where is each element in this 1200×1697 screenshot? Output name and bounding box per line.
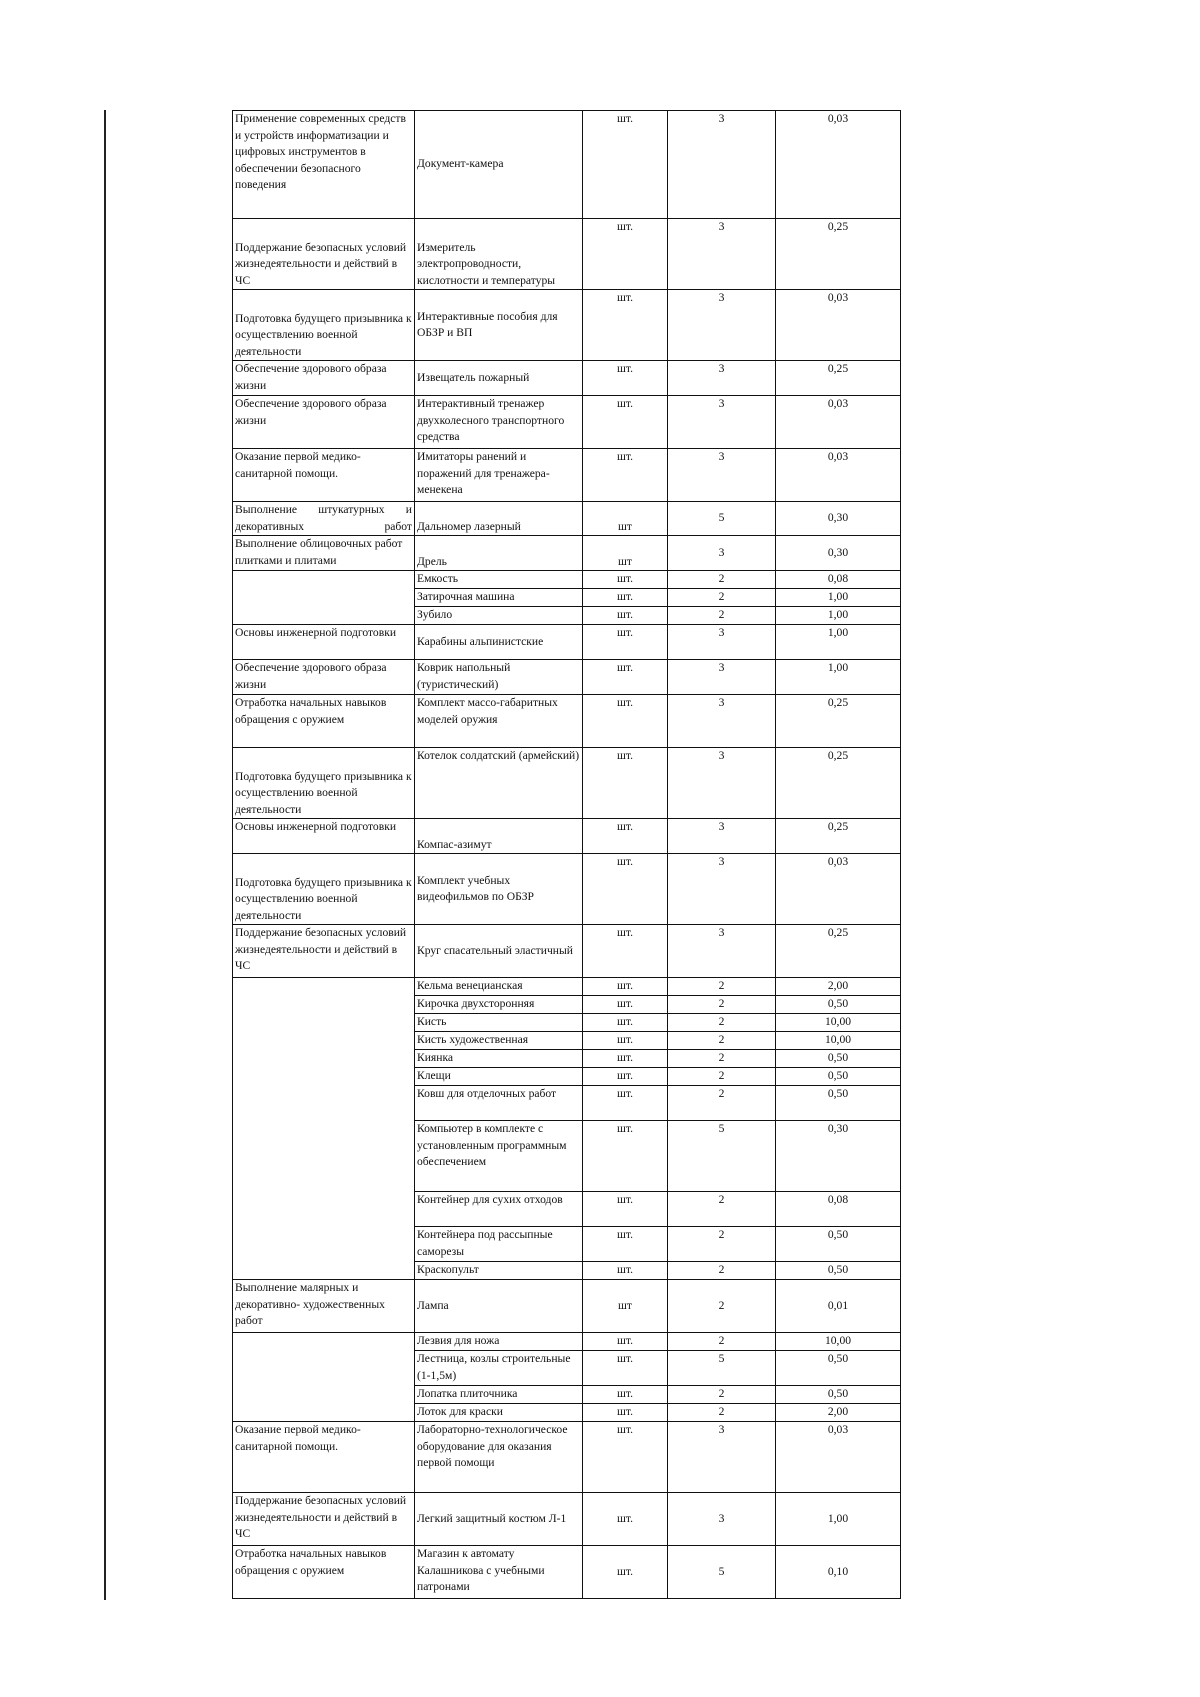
item-name-cell: Извещатель пожарный — [415, 361, 583, 396]
section-cell: Основы инженерной подготовки — [233, 625, 415, 660]
norm-cell: 0,03 — [776, 854, 901, 925]
quantity-cell: 3 — [668, 219, 776, 290]
section-cell: Отработка начальных навыков обращения с оружием — [233, 1546, 415, 1599]
section-cell: Оказание первой медико-санитарной помощи. — [233, 1422, 415, 1493]
item-name-cell: Коврик напольный (туристический) — [415, 660, 583, 695]
unit-cell: шт. — [583, 290, 668, 361]
norm-cell: 0,25 — [776, 925, 901, 978]
unit-cell: шт. — [583, 1493, 668, 1546]
quantity-cell: 3 — [668, 290, 776, 361]
item-name-cell: Лоток для краски — [415, 1404, 583, 1422]
item-name-cell: Интерактивные пособия для ОБЗР и ВП — [415, 290, 583, 361]
norm-cell: 0,08 — [776, 1192, 901, 1227]
section-cell: Подготовка будущего призывника к осуществлению военной деятельности — [233, 854, 415, 925]
norm-cell: 0,50 — [776, 1351, 901, 1386]
section-cell: Обеспечение здорового образа жизни — [233, 660, 415, 695]
unit-cell: шт — [583, 1280, 668, 1333]
section-cell: Подготовка будущего призывника к осуществлению военной деятельности — [233, 290, 415, 361]
unit-cell: шт. — [583, 1050, 668, 1068]
quantity-cell: 2 — [668, 1333, 776, 1351]
unit-cell: шт. — [583, 996, 668, 1014]
norm-cell: 0,25 — [776, 819, 901, 854]
table-row — [233, 571, 901, 589]
norm-cell: 1,00 — [776, 589, 901, 607]
item-name-cell: Комплект учебных видеофильмов по ОБЗР — [415, 854, 583, 925]
item-name-cell: Круг спасательный эластичный — [415, 925, 583, 978]
quantity-cell: 2 — [668, 1280, 776, 1333]
norm-cell: 10,00 — [776, 1333, 901, 1351]
norm-cell: 0,30 — [776, 502, 901, 536]
table-row — [233, 396, 901, 449]
quantity-cell: 2 — [668, 1014, 776, 1032]
item-name-cell: Зубило — [415, 607, 583, 625]
item-name-cell: Лестница, козлы строительные (1-1,5м) — [415, 1351, 583, 1386]
norm-cell: 1,00 — [776, 607, 901, 625]
norm-cell: 0,30 — [776, 536, 901, 571]
unit-cell: шт. — [583, 361, 668, 396]
unit-cell: шт. — [583, 571, 668, 589]
norm-cell: 0,50 — [776, 1386, 901, 1404]
equipment-table — [232, 110, 901, 1599]
norm-cell: 0,50 — [776, 1086, 901, 1121]
table-row — [233, 1422, 901, 1493]
norm-cell: 0,50 — [776, 1050, 901, 1068]
section-cell: Выполнение штукатурных и декоративных работ — [233, 502, 415, 536]
unit-cell: шт. — [583, 1032, 668, 1050]
unit-cell: шт — [583, 536, 668, 571]
quantity-cell: 3 — [668, 625, 776, 660]
norm-cell: 0,03 — [776, 396, 901, 449]
unit-cell: шт. — [583, 1014, 668, 1032]
norm-cell: 1,00 — [776, 625, 901, 660]
item-name-cell: Интерактивный тренажер двухколесного транспортного средства — [415, 396, 583, 449]
table-row — [233, 449, 901, 502]
norm-cell: 1,00 — [776, 1493, 901, 1546]
item-name-cell: Емкость — [415, 571, 583, 589]
unit-cell: шт — [583, 502, 668, 536]
norm-cell: 1,00 — [776, 660, 901, 695]
quantity-cell: 2 — [668, 978, 776, 996]
quantity-cell: 5 — [668, 502, 776, 536]
item-name-cell: Легкий защитный костюм Л-1 — [415, 1493, 583, 1546]
unit-cell: шт. — [583, 1192, 668, 1227]
quantity-cell: 2 — [668, 1227, 776, 1262]
item-name-cell: Лопатка плиточника — [415, 1386, 583, 1404]
quantity-cell: 2 — [668, 1192, 776, 1227]
unit-cell: шт. — [583, 978, 668, 996]
norm-cell: 0,50 — [776, 1068, 901, 1086]
quantity-cell: 2 — [668, 1386, 776, 1404]
item-name-cell: Киянка — [415, 1050, 583, 1068]
quantity-cell: 3 — [668, 695, 776, 748]
item-name-cell: Клещи — [415, 1068, 583, 1086]
item-name-cell: Дальномер лазерный — [415, 502, 583, 536]
table-row — [233, 748, 901, 819]
norm-cell: 0,25 — [776, 361, 901, 396]
section-cell: Поддержание безопасных условий жизнедеятельности и действий в ЧС — [233, 925, 415, 978]
section-cell: Выполнение малярных и декоративно- художественных работ — [233, 1280, 415, 1333]
unit-cell: шт. — [583, 449, 668, 502]
norm-cell: 0,50 — [776, 1227, 901, 1262]
table-row — [233, 625, 901, 660]
unit-cell: шт. — [583, 219, 668, 290]
norm-cell: 0,30 — [776, 1121, 901, 1192]
quantity-cell: 3 — [668, 361, 776, 396]
quantity-cell: 2 — [668, 1262, 776, 1280]
section-cell: Поддержание безопасных условий жизнедеятельности и действий в ЧС — [233, 219, 415, 290]
norm-cell: 2,00 — [776, 1404, 901, 1422]
item-name-cell: Затирочная машина — [415, 589, 583, 607]
norm-cell: 0,03 — [776, 111, 901, 219]
quantity-cell: 2 — [668, 589, 776, 607]
norm-cell: 0,01 — [776, 1280, 901, 1333]
quantity-cell: 3 — [668, 1422, 776, 1493]
item-name-cell: Компас-азимут — [415, 819, 583, 854]
table-row — [233, 660, 901, 695]
table-row — [233, 854, 901, 925]
quantity-cell: 3 — [668, 925, 776, 978]
norm-cell: 0,03 — [776, 290, 901, 361]
unit-cell: шт. — [583, 396, 668, 449]
item-name-cell: Компьютер в комплекте с установленным программным обеспечением — [415, 1121, 583, 1192]
unit-cell: шт. — [583, 1386, 668, 1404]
table-row — [233, 819, 901, 854]
section-cell: Основы инженерной подготовки — [233, 819, 415, 854]
section-cell-empty — [233, 978, 415, 1280]
quantity-cell: 2 — [668, 1404, 776, 1422]
item-name-cell: Магазин к автомату Калашникова с учебными патронами — [415, 1546, 583, 1599]
section-cell: Применение современных средств и устройств информатизации и цифровых инструментов в обеспечении безопасного поведения — [233, 111, 415, 219]
item-name-cell: Лезвия для ножа — [415, 1333, 583, 1351]
quantity-cell: 3 — [668, 396, 776, 449]
section-cell: Поддержание безопасных условий жизнедеятельности и действий в ЧС — [233, 1493, 415, 1546]
quantity-cell: 2 — [668, 1050, 776, 1068]
section-cell: Отработка начальных навыков обращения с оружием — [233, 695, 415, 748]
norm-cell: 0,08 — [776, 571, 901, 589]
section-cell: Обеспечение здорового образа жизни — [233, 396, 415, 449]
unit-cell: шт. — [583, 695, 668, 748]
table-row — [233, 1333, 901, 1351]
quantity-cell: 3 — [668, 536, 776, 571]
unit-cell: шт. — [583, 854, 668, 925]
quantity-cell: 5 — [668, 1121, 776, 1192]
quantity-cell: 2 — [668, 1086, 776, 1121]
table-row — [233, 978, 901, 996]
table-row — [233, 502, 901, 536]
section-cell: Подготовка будущего призывника к осуществлению военной деятельности — [233, 748, 415, 819]
item-name-cell: Имитаторы ранений и поражений для тренажера-менекена — [415, 449, 583, 502]
unit-cell: шт. — [583, 1121, 668, 1192]
unit-cell: шт. — [583, 625, 668, 660]
item-name-cell: Измеритель электропроводности, кислотности и температуры — [415, 219, 583, 290]
quantity-cell: 5 — [668, 1351, 776, 1386]
unit-cell: шт. — [583, 1404, 668, 1422]
item-name-cell: Лабораторно-технологическое оборудование для оказания первой помощи — [415, 1422, 583, 1493]
quantity-cell: 2 — [668, 571, 776, 589]
item-name-cell: Документ-камера — [415, 111, 583, 219]
norm-cell: 2,00 — [776, 978, 901, 996]
item-name-cell: Комплект массо-габаритных моделей оружия — [415, 695, 583, 748]
item-name-cell: Контейнер для сухих отходов — [415, 1192, 583, 1227]
norm-cell: 0,50 — [776, 1262, 901, 1280]
unit-cell: шт. — [583, 111, 668, 219]
table-row — [233, 695, 901, 748]
quantity-cell: 3 — [668, 449, 776, 502]
table-row — [233, 1493, 901, 1546]
table-row — [233, 361, 901, 396]
table-row — [233, 290, 901, 361]
unit-cell: шт. — [583, 589, 668, 607]
item-name-cell: Карабины альпинистские — [415, 625, 583, 660]
unit-cell: шт. — [583, 748, 668, 819]
quantity-cell: 3 — [668, 854, 776, 925]
norm-cell: 0,10 — [776, 1546, 901, 1599]
quantity-cell: 2 — [668, 1032, 776, 1050]
norm-cell: 0,25 — [776, 219, 901, 290]
table-row — [233, 1280, 901, 1333]
item-name-cell: Кисть — [415, 1014, 583, 1032]
unit-cell: шт. — [583, 1546, 668, 1599]
item-name-cell: Контейнера под рассыпные саморезы — [415, 1227, 583, 1262]
item-name-cell: Кирочка двухсторонняя — [415, 996, 583, 1014]
norm-cell: 0,25 — [776, 695, 901, 748]
unit-cell: шт. — [583, 1333, 668, 1351]
table-row — [233, 925, 901, 978]
quantity-cell: 3 — [668, 748, 776, 819]
section-cell-empty — [233, 571, 415, 625]
section-cell: Выполнение облицовочных работ плитками и плитами — [233, 536, 415, 571]
table-row — [233, 111, 901, 219]
unit-cell: шт. — [583, 819, 668, 854]
item-name-cell: Кельма венецианская — [415, 978, 583, 996]
section-cell: Обеспечение здорового образа жизни — [233, 361, 415, 396]
section-cell: Оказание первой медико-санитарной помощи. — [233, 449, 415, 502]
norm-cell: 0,03 — [776, 449, 901, 502]
quantity-cell: 2 — [668, 996, 776, 1014]
item-name-cell: Дрель — [415, 536, 583, 571]
unit-cell: шт. — [583, 1068, 668, 1086]
quantity-cell: 3 — [668, 819, 776, 854]
item-name-cell: Кисть художественная — [415, 1032, 583, 1050]
quantity-cell: 2 — [668, 607, 776, 625]
section-cell-empty — [233, 1333, 415, 1422]
norm-cell: 0,25 — [776, 748, 901, 819]
norm-cell: 0,03 — [776, 1422, 901, 1493]
quantity-cell: 5 — [668, 1546, 776, 1599]
page-margin-line — [104, 110, 106, 1600]
unit-cell: шт. — [583, 1086, 668, 1121]
unit-cell: шт. — [583, 925, 668, 978]
item-name-cell: Котелок солдатский (армейский) — [415, 748, 583, 819]
unit-cell: шт. — [583, 1351, 668, 1386]
table-row — [233, 1546, 901, 1599]
item-name-cell: Лампа — [415, 1280, 583, 1333]
unit-cell: шт. — [583, 1422, 668, 1493]
table-row — [233, 536, 901, 571]
quantity-cell: 3 — [668, 1493, 776, 1546]
unit-cell: шт. — [583, 1262, 668, 1280]
quantity-cell: 2 — [668, 1068, 776, 1086]
quantity-cell: 3 — [668, 660, 776, 695]
norm-cell: 0,50 — [776, 996, 901, 1014]
quantity-cell: 3 — [668, 111, 776, 219]
unit-cell: шт. — [583, 660, 668, 695]
table-row — [233, 219, 901, 290]
item-name-cell: Ковш для отделочных работ — [415, 1086, 583, 1121]
item-name-cell: Краскопульт — [415, 1262, 583, 1280]
unit-cell: шт. — [583, 1227, 668, 1262]
unit-cell: шт. — [583, 607, 668, 625]
norm-cell: 10,00 — [776, 1032, 901, 1050]
norm-cell: 10,00 — [776, 1014, 901, 1032]
